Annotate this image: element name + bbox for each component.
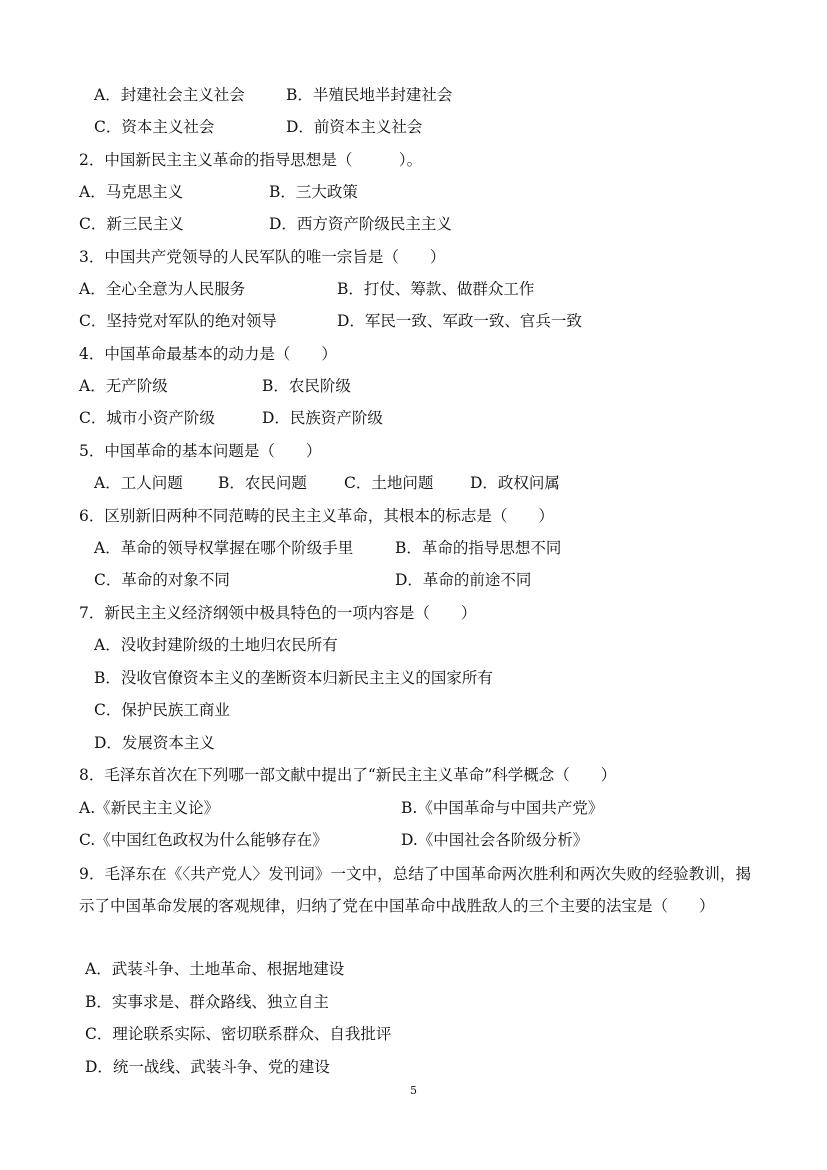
q4-option-b: B．农民阶级 — [262, 377, 351, 395]
q9-option-d: D．统一战线、武装斗争、党的建设 — [85, 1058, 330, 1076]
q8-option-a: A.《新民主主义论》 — [79, 799, 220, 817]
q8-option-c: C.《中国红色政权为什么能够存在》 — [79, 831, 328, 849]
q4-stem: 4．中国革命最基本的动力是（ ） — [79, 345, 337, 363]
q6-stem: 6．区别新旧两种不同范畴的民主主义革命，其根本的标志是（ ） — [79, 507, 554, 525]
q5-stem: 5．中国革命的基本问题是（ ） — [79, 442, 322, 460]
q1-option-a: A．封建社会主义社会 — [94, 86, 245, 104]
q1-option-b: B．半殖民地半封建社会 — [286, 86, 453, 104]
q4-option-d: D．民族资产阶级 — [262, 409, 383, 427]
q3-stem: 3．中国共产党领导的人民军队的唯一宗旨是（ ） — [79, 248, 446, 266]
q3-option-d: D．军民一致、军政一致、官兵一致 — [337, 312, 582, 330]
q2-stem: 2．中国新民主主义革命的指导思想是（ ）。 — [79, 151, 423, 169]
q8-option-b: B.《中国革命与中国共产党》 — [401, 799, 604, 817]
q8-stem: 8．毛泽东首次在下列哪一部文献中提出了“新民主主义革命”科学概念（ ） — [79, 766, 617, 784]
q1-option-d: D．前资本主义社会 — [286, 118, 423, 136]
q2-option-d: D．西方资产阶级民主主义 — [269, 215, 452, 233]
q1-option-c: C．资本主义社会 — [94, 118, 215, 136]
q7-option-c: C．保护民族工商业 — [94, 701, 230, 719]
q7-option-d: D．发展资本主义 — [94, 734, 215, 752]
q8-option-d: D.《中国社会各阶级分析》 — [401, 831, 589, 849]
q7-option-b: B．没收官僚资本主义的垄断资本归新民主主义的国家所有 — [94, 669, 493, 687]
q5-option-a: A．工人问题 — [94, 474, 183, 492]
q7-stem: 7．新民主主义经济纲领中极具特色的一项内容是（ ） — [79, 604, 477, 622]
q7-option-a: A．没收封建阶级的土地归农民所有 — [94, 636, 338, 654]
q2-option-b: B．三大政策 — [269, 183, 358, 201]
q2-option-c: C．新三民主义 — [79, 215, 184, 233]
q6-option-d: D．革命的前途不同 — [395, 571, 532, 589]
q4-option-c: C．城市小资产阶级 — [79, 409, 215, 427]
q9-option-c: C．理论联系实际、密切联系群众、自我批评 — [85, 1025, 392, 1043]
q9-option-a: A．武装斗争、土地革命、根据地建设 — [85, 960, 345, 978]
q6-option-b: B．革命的指导思想不同 — [395, 539, 562, 557]
page-number: 5 — [410, 1084, 417, 1097]
q2-option-a: A．马克思主义 — [79, 183, 184, 201]
q6-option-a: A．革命的领导权掌握在哪个阶级手里 — [94, 539, 354, 557]
q3-option-b: B．打仗、筹款、做群众工作 — [337, 280, 535, 298]
q4-option-a: A．无产阶级 — [79, 377, 168, 395]
q9-stem: 9．毛泽东在《〈共产党人〉发刊词》一文中，总结了中国革命两次胜利和两次失败的经验教训，揭示了中国革命发展的客观规律，归纳了党在中国革命中战胜敌人的三个主要的法宝是（ ） — [79, 865, 751, 915]
q6-option-c: C．革命的对象不同 — [94, 571, 230, 589]
q5-option-d: D．政权问属 — [470, 474, 560, 492]
q3-option-a: A．全心全意为人民服务 — [79, 280, 246, 298]
q5-option-b: B．农民问题 — [218, 474, 307, 492]
q5-option-c: C．土地问题 — [344, 474, 434, 492]
q9-option-b: B．实事求是、群众路线、独立自主 — [85, 993, 329, 1011]
q3-option-c: C．坚持党对军队的绝对领导 — [79, 312, 277, 330]
